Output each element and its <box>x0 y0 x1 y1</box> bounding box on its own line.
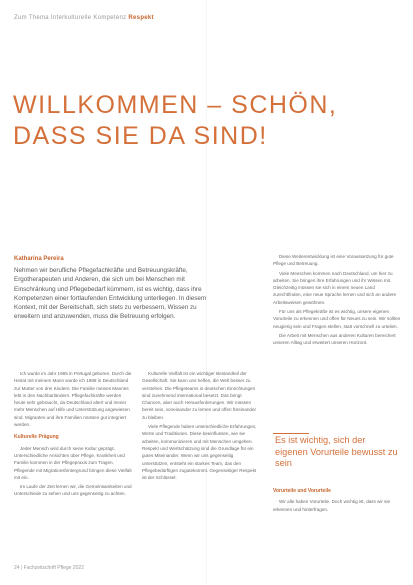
col1-paragraph: Jeder Mensch wird durch seine Kultur geprägt. Unterschiedliche Ansichten über Pflege, Krankheit und Familie kommen in der Pflegepraxis zum Tragen. Pflegende mit Migrationshintergrund bringen diese Vielfalt mit ein. <box>14 445 132 480</box>
col3-paragraph: Viele Menschen kommen nach Deutschland, um hier zu arbeiten. Sie bringen ihre Erfahrungen und ihr Wissen mit. Gleichzeitig müssen sie sich in einem neuen Land zurechtfinden, eine neue Sprache lernen und sich an andere Arbeitsweisen gewöhnen. <box>273 270 397 305</box>
col3-subheading: Vorurteile und Vorurteile <box>273 488 331 494</box>
col2-paragraph: Viele Pflegende haben unterschiedliche Erfahrungen, Werte und Traditionen. Diese beeinflussen, wie sie arbeiten, kommunizieren und mit Menschen umgehen. Respekt und Wertschätzung sind die Grundlage für ein gutes Miteinander. Wenn wir uns gegenseitig unterstützen, entsteht ein starkes Team, das den Pflegebedürftigen zugutekommt. Gegenseitiger Respekt ist der Schlüssel. <box>142 424 257 481</box>
header-keyword: Respekt <box>128 15 154 21</box>
col3-paragraph: Diese Weiterentwicklung ist eine Voraussetzung für gute Pflege und Betreuung. <box>273 254 394 267</box>
page-title <box>13 90 403 152</box>
header-line <box>14 15 154 21</box>
col1-paragraph: Im Laufe der Zeit lernen wir, die Gemeinsamkeiten und Unterschiede zu sehen und uns gegenseitig zu achten. <box>14 484 132 497</box>
header-text: Zum Thema Interkulturelle Kompetenz <box>14 15 127 21</box>
author-name: Katharina Pereira <box>14 256 64 262</box>
col3-paragraph: Für uns als Pflegekräfte ist es wichtig, unsere eigenen Vorurteile zu erkennen und offen für Neues zu sein. Wir sollten neugierig sein und Fragen stellen, statt vorschnell zu urteilen. <box>273 309 401 329</box>
column-2 <box>142 370 261 483</box>
page-footer: 24 | Fachzeitschrift Pflege 2022 <box>14 565 84 571</box>
lead-paragraph: Nehmen wir berufliche Pflegefachkräfte und Betreuungskräfte, Ergotherapeuten und Anderen, die sich um bei Menschen mit Einschränkung und Pflegebedarf kümmern, ist es wichtig, dass ihre Kompetenzen einer fortlaufenden Entwicklung unterliegen. In diesem Kontext, mit der Bereitschaft, sich stets zu verbessern, Wissen zu erweitern und anzuwenden, muss die Betreuung erfolgen. <box>14 267 207 321</box>
column-3 <box>273 253 401 349</box>
col1-subheading: Kulturelle Prägung <box>14 434 59 441</box>
pull-quote: Es ist wichtig, sich der eigenen Vorurteile bewusst zu sein <box>275 435 398 468</box>
col3-paragraph: Wir alle haben Vorurteile. Doch wichtig ist, dass wir sie erkennen und hinterfragen. <box>273 499 391 512</box>
col1-paragraph: Ich wurde im Jahr 1985 in Portugal geboren. Durch die Heirat mit meinem Mann wurde ich 1988 in Deutschland zur Mutter von drei Kindern. Die Familie meines Mannes lebt in den Nachbarländern. Pflegefachkräfte werden heute sehr gebraucht, da Deutschland altert und immer mehr Menschen auf Hilfe und Unterstützung angewiesen sind. Migranten und ihre Familien müssen gut integriert werden. <box>14 371 132 428</box>
column-1 <box>14 370 133 500</box>
title-line-1: WILLKOMMEN – SCHÖN, <box>13 91 338 119</box>
col2-paragraph: Kulturelle Vielfalt ist ein wichtiger Bestandteil der Gesellschaft. Sie kann uns helfen, die Welt besser zu verstehen. Die Pflegeteams in deutschen Einrichtungen sind zunehmend international besetzt. Das bringt Chancen, aber auch Herausforderungen. Wir müssen bereit sein, voneinander zu lernen und offen füreinander zu bleiben. <box>142 371 257 420</box>
col3-paragraph: Die Arbeit mit Menschen aus anderen Kulturen bereichert unseren Alltag und erweitert unseren Horizont. <box>273 332 396 346</box>
column-3-lower <box>273 482 401 515</box>
title-line-2: DASS SIE DA SIND! <box>13 122 268 150</box>
quote-divider <box>273 433 309 434</box>
